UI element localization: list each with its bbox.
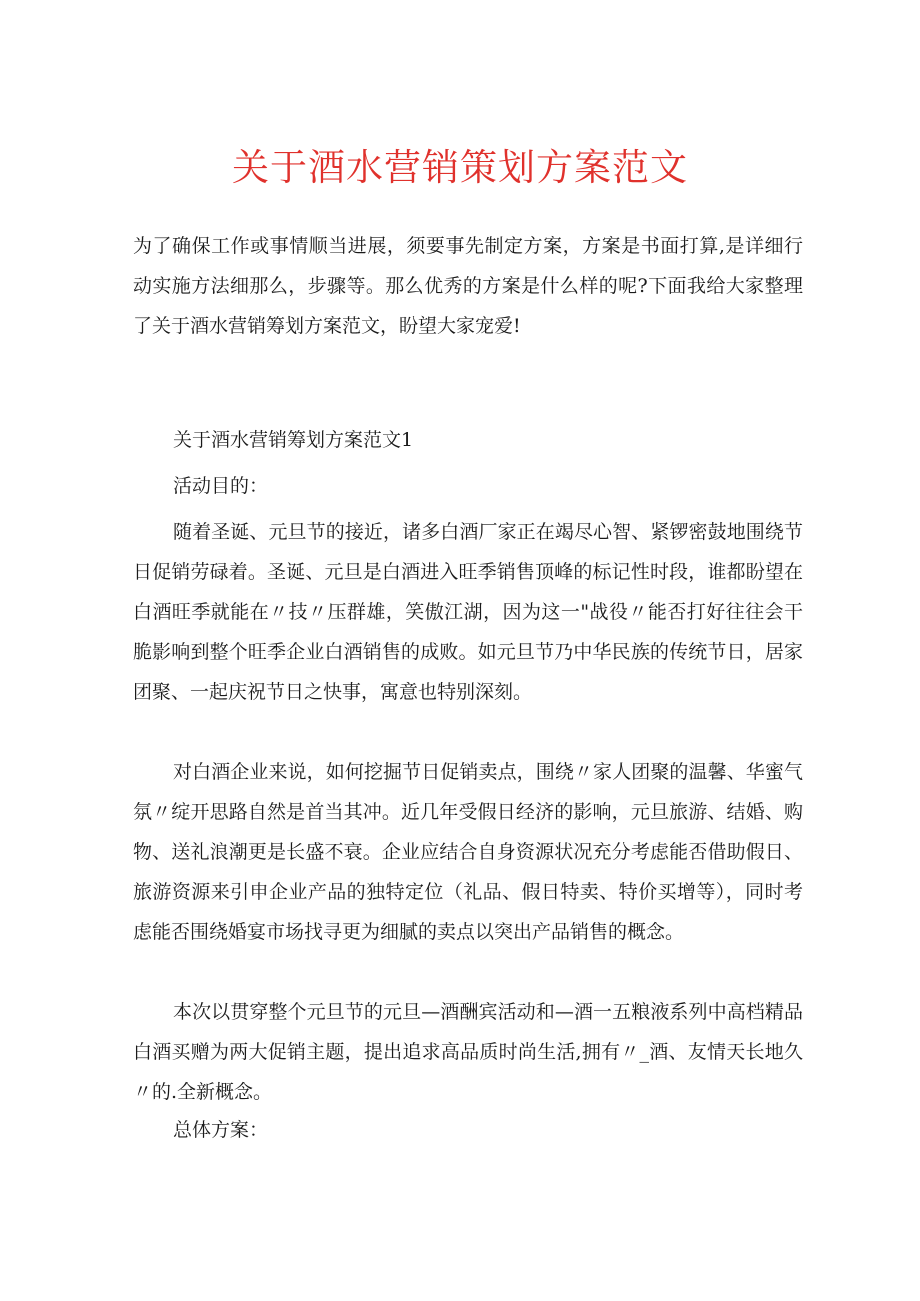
section-title: 关于酒水营销筹划方案范文1 bbox=[173, 429, 414, 451]
body-paragraph-3: 本次以贯穿整个元旦节的元旦—酒酬宾活动和—酒一五粮液系列中高档精品白酒买赠为两大促销主题，提出追求高品质时尚生活,拥有〃_酒、友情天长地久〃的.全新概念。 bbox=[133, 1001, 803, 1103]
intro-paragraph: 为了确保工作或事情顺当进展，须要事先制定方案，方案是书面打算,是详细行动实施方法细那么，步骤等。那么优秀的方案是什么样的呢?下面我给大家整理了关于酒水营销筹划方案范文，盼望大家宠爱! bbox=[133, 235, 803, 337]
overall-plan-label: 总体方案： bbox=[173, 1119, 269, 1141]
body-paragraph-2: 对白酒企业来说，如何挖掘节日促销卖点，围绕〃家人团聚的温馨、华蜜气氛〃绽开思路自然是首当其冲。近几年受假日经济的影响，元旦旅游、结婚、购物、送礼浪潮更是长盛不衰。企业应结合自身资源状况充分考虑能否借助假日、旅游资源来引申企业产品的独特定位（礼品、假日特卖、特价买增等），同时考虑能否围绕婚宴市场找寻更为细腻的卖点以突出产品销售的概念。 bbox=[133, 761, 803, 943]
activity-purpose-label: 活动目的： bbox=[173, 475, 269, 497]
document-title: 关于酒水营销策划方案范文 bbox=[232, 146, 688, 189]
body-paragraph-1: 随着圣诞、元旦节的接近，诸多白酒厂家正在竭尽心智、紧锣密鼓地围绕节日促销劳碌着。圣诞、元旦是白酒进入旺季销售顶峰的标记性时段，谁都盼望在白酒旺季就能在〃技〃压群雄，笑傲江湖，因为这一"战役〃能否打好往往会干脆影响到整个旺季企业白酒销售的成败。如元旦节乃中华民族的传统节日，居家团聚、一起庆祝节日之快事，寓意也特别深刻。 bbox=[133, 521, 803, 703]
